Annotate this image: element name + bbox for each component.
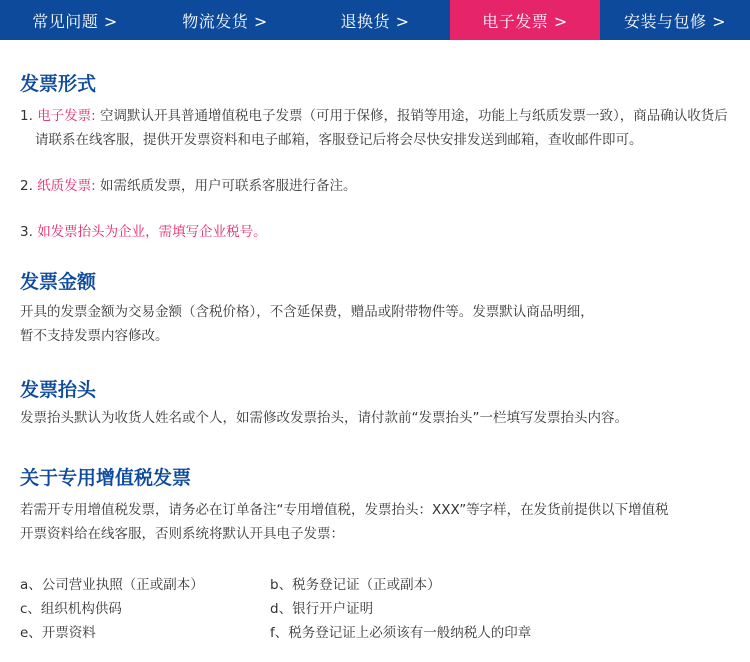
section-title-form: 发票形式: [20, 73, 97, 95]
vat-requirements: [20, 573, 730, 645]
vat-line-1: 若需开专用增值税发票，请务必在订单备注“专用增值税，发票抬头：XXX”等字样，在发货前提供以下增值税: [20, 502, 669, 518]
tab-faq[interactable]: 常见问题 >: [32, 11, 118, 31]
tab-e-invoice[interactable]: 电子发票 >: [450, 0, 600, 40]
amount-line-1: 开具的发票金额为交易金额（含税价格），不含延保费，赠品或附带物件等。发票默认商品明细，: [20, 304, 594, 320]
section-title-vat: 关于专用增值税发票: [20, 467, 192, 489]
tab-install-warranty[interactable]: 安装与包修 >: [624, 11, 726, 31]
form-item-2: [20, 174, 730, 198]
item-number: 1.: [20, 108, 33, 124]
requirement-item: a、公司营业执照（正或副本）: [20, 577, 204, 593]
item-label: 纸质发票:: [37, 178, 96, 194]
requirement-item: f、税务登记证上必须该有一般纳税人的印章: [270, 625, 532, 641]
requirement-item: d、银行开户证明: [270, 601, 374, 617]
section-title-header: 发票抬头: [20, 379, 97, 401]
requirement-item: e、开票资料: [20, 625, 96, 641]
amount-line-2: 暂不支持发票内容修改。: [20, 328, 169, 344]
item-number: 3.: [20, 224, 33, 240]
top-nav: [0, 0, 750, 40]
section-title-amount: 发票金额: [20, 271, 97, 293]
vat-line-2: 开票资料给在线客服，否则系统将默认开具电子发票：: [20, 526, 344, 542]
header-text: 发票抬头默认为收货人姓名或个人，如需修改发票抬头，请付款前“发票抬头”一栏填写发票抬头内容。: [20, 410, 628, 426]
tab-logistics[interactable]: 物流发货 >: [182, 11, 268, 31]
requirement-item: b、税务登记证（正或副本）: [270, 577, 441, 593]
form-item-3: [20, 220, 730, 244]
item-text: 如需纸质发票，用户可联系客服进行备注。: [100, 178, 357, 194]
form-item-1: [20, 104, 730, 152]
item-label: 电子发票:: [37, 108, 96, 124]
content: [0, 70, 750, 645]
item-text: 空调默认开具普通增值税电子发票（可用于保修，报销等用途，功能上与纸质发票一致），商品确认收货后请联系在线客服，提供开发票资料和电子邮箱，客服登记后将会尽快安排发送到邮箱，查收邮件即可。: [35, 108, 728, 148]
requirement-item: c、组织机构供码: [20, 601, 122, 617]
tab-returns[interactable]: 退换货 >: [340, 11, 410, 31]
item-text: 如发票抬头为企业，需填写企业税号。: [37, 224, 267, 240]
item-number: 2.: [20, 178, 33, 194]
